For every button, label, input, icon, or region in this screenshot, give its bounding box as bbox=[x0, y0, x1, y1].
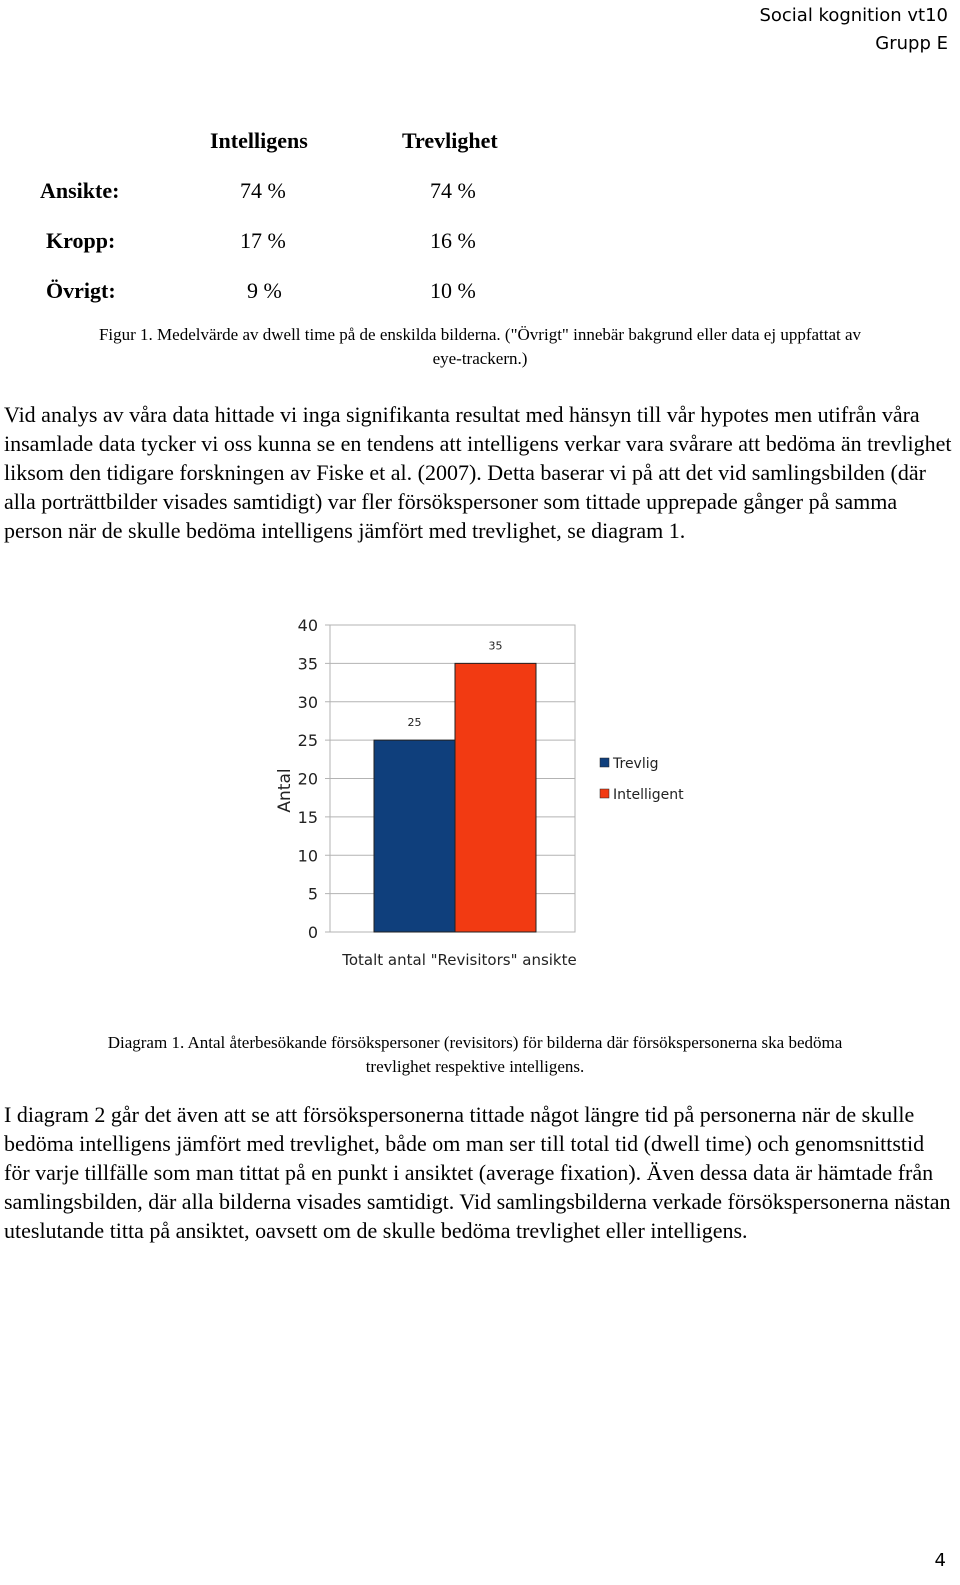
legend-label: Trevlig bbox=[613, 756, 659, 772]
table-column-header: Intelligens bbox=[210, 128, 308, 153]
bar-intelligent bbox=[455, 663, 536, 932]
bar-data-label: 25 bbox=[407, 716, 422, 730]
bar-data-label: 35 bbox=[488, 639, 503, 653]
legend-label: Intelligent bbox=[613, 787, 684, 803]
table-column-header: Trevlighet bbox=[402, 128, 498, 153]
y-tick-label: 40 bbox=[297, 616, 318, 635]
table-row-label: Ansikte: bbox=[40, 178, 120, 203]
table-cell: 74 % bbox=[430, 178, 476, 203]
y-tick-label: 30 bbox=[297, 692, 318, 712]
y-tick-label: 35 bbox=[297, 654, 318, 674]
chart-svg bbox=[260, 605, 700, 985]
table-cell: 16 % bbox=[430, 228, 476, 253]
diagram-caption-line: trevlighet respektive intelligens. bbox=[365, 1057, 585, 1076]
y-tick-label: 15 bbox=[297, 807, 318, 827]
y-tick-label: 25 bbox=[297, 731, 318, 751]
y-tick-label: 5 bbox=[307, 884, 318, 904]
table-row-label: Kropp: bbox=[46, 228, 116, 253]
body-paragraph: I diagram 2 går det även att se att försökspersonerna tittade något längre tid på personerna när de skulle bedöma intelligens jämfört med trevlighet, både om man ser till total tid (dwell time) och genomsnittstid för varje tillfälle som man tittat på en punkt i ansiktet (average fixation). Även dessa data är hämtade från samlingsbilden, där alla bilderna visades samtidigt. Vid samlingsbilderna verkade försökspersonerna nästan uteslutande titta på ansiktet, oavsett om de skulle bedöma trevlighet eller intelligens. bbox=[4, 1102, 951, 1243]
group-name: Grupp E bbox=[875, 33, 948, 54]
page-number: 4 bbox=[934, 1550, 946, 1571]
y-axis-label: Antal bbox=[275, 768, 295, 813]
diagram-caption bbox=[0, 1031, 950, 1079]
y-tick-label: 20 bbox=[297, 769, 318, 789]
table-cell: 74 % bbox=[240, 178, 286, 203]
page-header bbox=[759, 2, 948, 58]
diagram-caption-line: Diagram 1. Antal återbesökande försökspersoner (revisitors) för bilderna där försökspersonerna ska bedöma bbox=[107, 1033, 843, 1052]
y-tick-label: 10 bbox=[297, 846, 318, 866]
table-cell: 9 % bbox=[247, 278, 282, 303]
table-cell: 17 % bbox=[240, 228, 286, 253]
table-cell: 10 % bbox=[430, 278, 476, 303]
bar-trevlig bbox=[374, 740, 455, 932]
figure-caption bbox=[0, 323, 960, 371]
table-row-label: Övrigt: bbox=[46, 278, 116, 303]
x-axis-label: Totalt antal "Revisitors" ansikte bbox=[342, 951, 577, 969]
revisitors-bar-chart bbox=[260, 605, 700, 985]
figure-caption-line: eye-trackern.) bbox=[432, 349, 528, 368]
body-paragraph: Vid analys av våra data hittade vi inga signifikanta resultat med hänsyn till vår hypotes men utifrån våra insamlade data tycker vi oss kunna se en tendens att intelligens verkar vara svårare att bedöma än trevlighet liksom den tidigare forskningen av Fiske et al. (2007). Detta baserar vi på att det vid samlingsbilden (där alla porträttbilder visades samtidigt) var fler försökspersoner som tittade upprepade gånger på samma person när de skulle bedöma intelligens jämfört med trevlighet, se diagram 1. bbox=[4, 402, 952, 543]
y-tick-label: 0 bbox=[307, 923, 318, 942]
course-title: Social kognition vt10 bbox=[759, 5, 948, 26]
legend-swatch bbox=[600, 758, 609, 767]
figure-caption-line: Figur 1. Medelvärde av dwell time på de enskilda bilderna. ("Övrigt" innebär bakgrund eller data ej uppfattat av bbox=[98, 325, 862, 344]
legend-swatch bbox=[600, 789, 609, 798]
